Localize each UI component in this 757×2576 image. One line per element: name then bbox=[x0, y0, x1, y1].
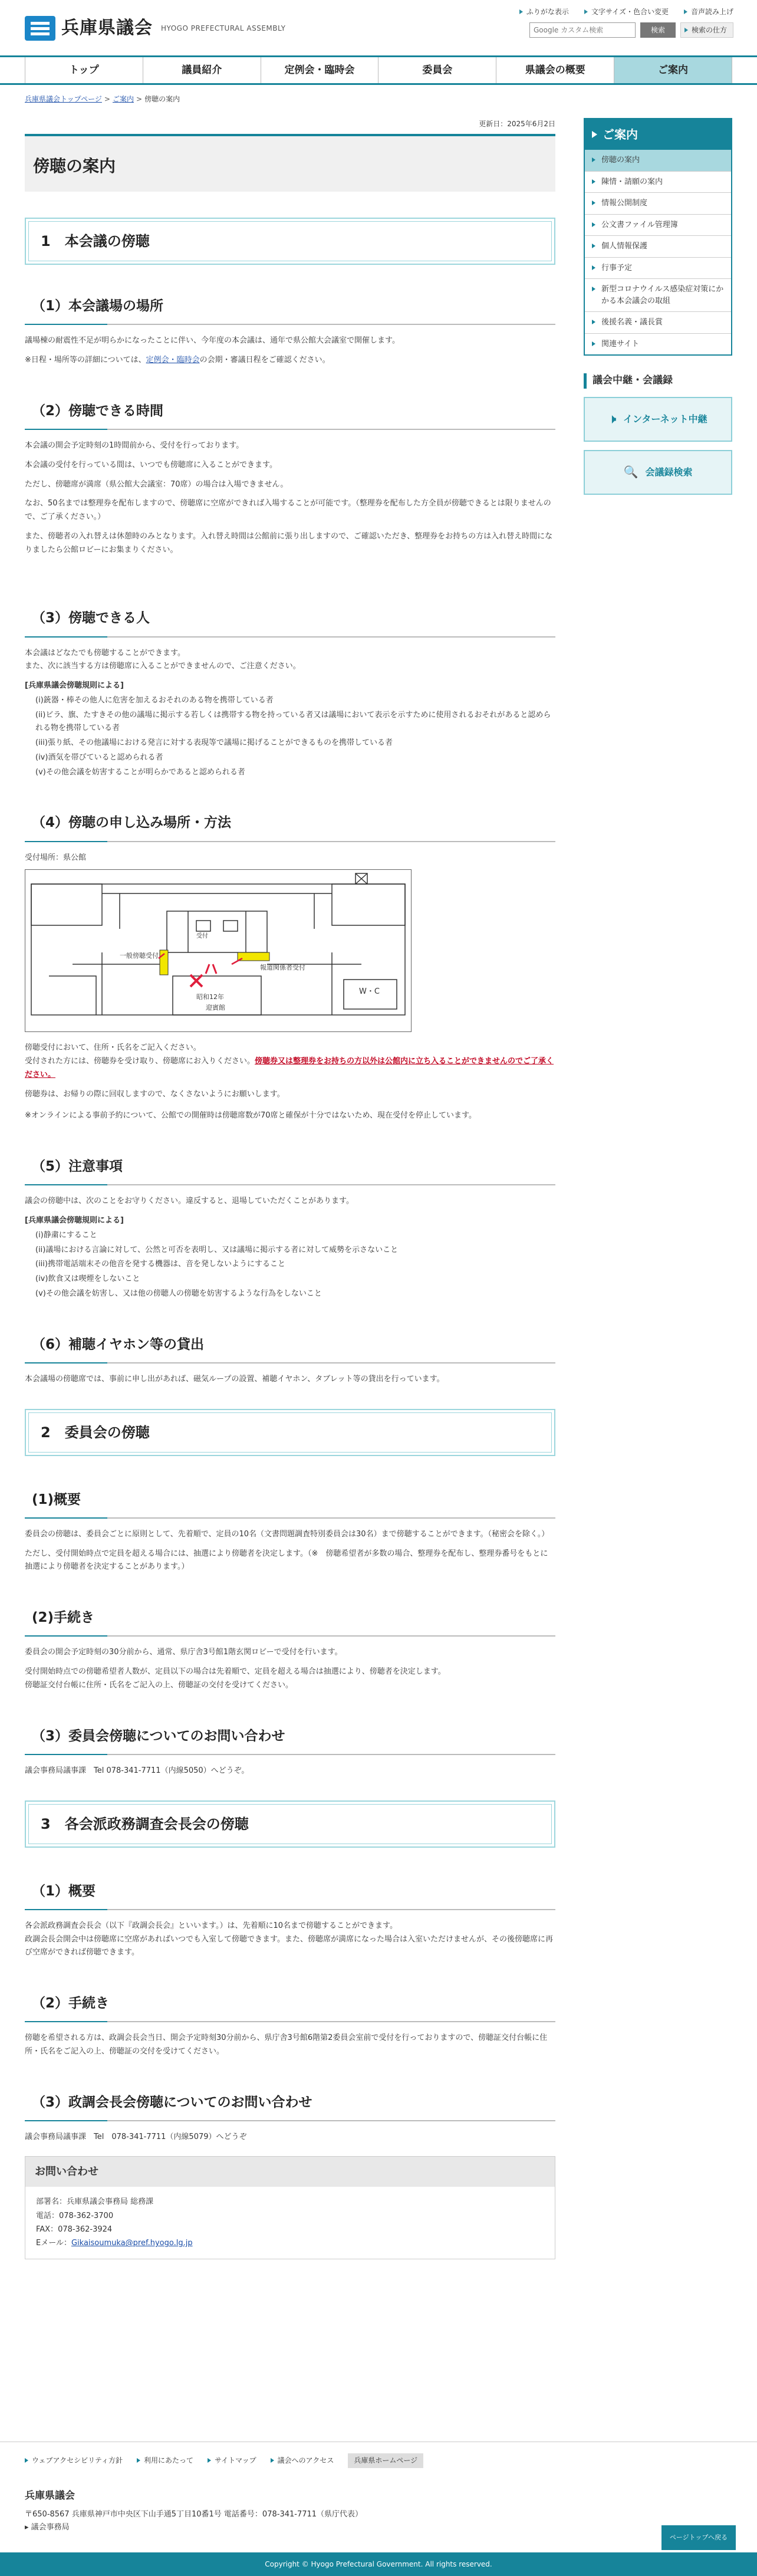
s3-contact-p1: 議会事務局議事課 Tel 078-341-7711（内線5079）へどうぞ bbox=[25, 2133, 247, 2141]
nav-sessions[interactable]: 定例会・臨時会 bbox=[261, 57, 378, 83]
sidebar-title: ご案内 bbox=[585, 119, 731, 150]
footer-address: 〒650-8567 兵庫県神戸市中央区下山手通5丁目10番1号 電話番号：078-341-7711（県庁代表） bbox=[25, 2509, 363, 2519]
s1-apply-p1: 傍聴受付において、住所・氏名をご記入ください。 bbox=[25, 1043, 201, 1053]
s1-apply-heading: （4）傍聴の申し込み場所・方法 bbox=[25, 811, 555, 842]
page-top-button[interactable]: ページトップへ戻る bbox=[661, 2525, 736, 2550]
page-title-box bbox=[25, 134, 555, 192]
s2-overview-p1: 委員会の傍聴は、委員会ごとに原則として、先着順で、定員の10名（文書問題調査特別委員会は30名）まで傍聴することができます。（秘密会を除く。） bbox=[25, 1529, 549, 1539]
nav-guide[interactable]: ご案内 bbox=[614, 57, 732, 83]
sidebar-item-privacy[interactable]: 個人情報保護 bbox=[585, 236, 731, 258]
search-document-icon: 🔍 bbox=[623, 465, 638, 479]
map-label-press-reception: 報道関係者受付 bbox=[260, 964, 305, 972]
s1-time-p1: 本会議の開会予定時刻の1時間前から、受付を行っております。 bbox=[25, 441, 244, 450]
list-item: (iii)携帯電話端末その他音を発する機器は、音を発しないようにすること bbox=[35, 1260, 285, 1269]
breadcrumb-home[interactable]: 兵庫県議会トップページ bbox=[25, 95, 102, 103]
list-item: (iv)飲食又は喫煙をしないこと bbox=[35, 1274, 140, 1283]
footer-links bbox=[25, 2453, 423, 2468]
list-item: (v)その他会議を妨害することが明らかであると認められる者 bbox=[35, 767, 245, 777]
broadcast-heading: 議会中継・会議録 bbox=[584, 373, 732, 389]
section-2-heading: 2 委員会の傍聴 bbox=[25, 1409, 555, 1456]
s1-place-heading: （1）本会議場の場所 bbox=[25, 294, 555, 325]
sidebar-item-covid[interactable]: 新型コロナウイルス感染症対策にかかる本会議会の取組 bbox=[585, 279, 731, 312]
list-item: (ii)ビラ、旗、たすきその他の議場に掲示する若しくは携帯する物を持っている者又は議場において表示を示すために使用されるおそれがあると認められる物を携帯している者 bbox=[35, 710, 551, 733]
sidebar-item-schedule[interactable]: 行事予定 bbox=[585, 258, 731, 280]
s1-apply-p3: 傍聴券は、お帰りの際に回収しますので、なくさないようにお願いします。 bbox=[25, 1089, 285, 1099]
list-item: (i)銃器・棒その他人に危害を加えるおそれのある物を携帯している者 bbox=[35, 695, 274, 705]
inquiry-email: Eメール：Gikaisoumuka@pref.hyogo.lg.jp bbox=[36, 2239, 193, 2248]
s1-earphone-heading: （6）補聴イヤホン等の貸出 bbox=[25, 1333, 555, 1363]
text-size-link[interactable]: 文字サイズ・色合い変更 bbox=[584, 6, 669, 18]
footer-link-terms[interactable]: 利用にあたって bbox=[137, 2455, 193, 2467]
s1-who-heading: （3）傍聴できる人 bbox=[25, 606, 555, 637]
s1-apply-p4: ※オンラインによる事前予約について、公館での開催時は傍聴席数が70席と確保が十分ではないため、現在受付を停止しています。 bbox=[25, 1111, 476, 1121]
inquiry-tel: 電話：078-362-3700 bbox=[36, 2211, 114, 2220]
global-nav bbox=[0, 55, 757, 85]
footer-info bbox=[25, 2488, 363, 2534]
s1-time-p5: また、傍聴者の入れ替えは休憩時のみとなります。入れ替え時間は公館前に張り出しますので、ご確認いただき、整理券をお持ちの方は入れ替え時間になりましたら公館ロビーにお集まりください。 bbox=[25, 531, 553, 554]
site-logo[interactable] bbox=[25, 13, 285, 44]
site-title: 兵庫県議会 bbox=[61, 18, 153, 38]
sidebar-item-sponsorship[interactable]: 後援名義・議長賞 bbox=[585, 312, 731, 334]
session-link[interactable]: 定例会・臨時会 bbox=[146, 356, 200, 364]
s2-contact-p1: 議会事務局議事課 Tel 078-341-7711（内線5050）へどうぞ。 bbox=[25, 1766, 249, 1775]
warning-text: 傍聴券又は整理券をお持ちの方以外は公館内に立ち入ることができませんのでご了承ください。 bbox=[25, 1057, 554, 1079]
s3-contact-heading: （3）政調会長会傍聴についてのお問い合わせ bbox=[25, 2091, 555, 2121]
s3-proc-heading: （2）手続き bbox=[25, 1992, 555, 2022]
s2-proc-heading: (2)手続き bbox=[25, 1606, 555, 1637]
s1-who-rule-title: [兵庫県議会傍聴規則による] bbox=[25, 681, 124, 690]
s3-proc-p1: 傍聴を希望される方は、政調会長会当日、開会予定時刻30分前から、県庁舎3号館6階第2委員会室前で受付を行っておりますので、傍聴証交付台帳に住所・氏名をご記入の上、傍聴証の交付を受けてください。 bbox=[25, 2033, 548, 2056]
inquiry-box bbox=[25, 2156, 555, 2259]
footer-office-link[interactable]: ▸ 議会事務局 bbox=[25, 2522, 70, 2532]
s1-notes-rule-title: [兵庫県議会傍聴規則による] bbox=[25, 1216, 124, 1225]
logo-mark-icon bbox=[25, 16, 55, 41]
updated-date: 更新日：2025年6月2日 bbox=[479, 120, 555, 128]
s2-proc-p2: 受付開始時点での傍聴希望者人数が、定員以下の場合は先着順で、定員を超える場合は抽選により、傍聴者を決定します。 bbox=[25, 1667, 446, 1676]
email-link[interactable]: Gikaisoumuka@pref.hyogo.lg.jp bbox=[71, 2239, 193, 2248]
breadcrumb-guide[interactable]: ご案内 bbox=[112, 95, 134, 103]
s1-who-p2: また、次に該当する方は傍聴席に入ることができませんので、ご注意ください。 bbox=[25, 662, 301, 671]
sidebar-item-records[interactable]: 公文書ファイル管理簿 bbox=[585, 215, 731, 236]
s2-overview-heading: (1)概要 bbox=[25, 1488, 555, 1519]
main-content bbox=[25, 118, 555, 2259]
map-label-guesthouse: 迎賓館 bbox=[206, 1004, 225, 1012]
s1-notes-p1: 議会の傍聴中は、次のことをお守りください。違反すると、退場していただくことがあります。 bbox=[25, 1197, 354, 1206]
inquiry-dept: 部署名：兵庫県議会事務局 総務課 bbox=[36, 2197, 154, 2207]
sidebar-menu bbox=[584, 118, 732, 356]
nav-members[interactable]: 議員紹介 bbox=[143, 57, 261, 83]
live-stream-button[interactable]: 🕨 インターネット中継 bbox=[584, 397, 732, 442]
s2-contact-heading: （3）委員会傍聴についてのお問い合わせ bbox=[25, 1724, 555, 1755]
breadcrumb-current: 傍聴の案内 bbox=[144, 95, 180, 103]
nav-committees[interactable]: 委員会 bbox=[378, 57, 496, 83]
sidebar-item-disclosure[interactable]: 情報公開制度 bbox=[585, 193, 731, 215]
s1-place-text: 議場棟の耐震性不足が明らかになったことに伴い、今年度の本会議は、通年で県公館大会議室で開催します。 bbox=[25, 336, 400, 346]
footer-link-accessibility[interactable]: ウェブアクセシビリティ方針 bbox=[25, 2455, 123, 2467]
s2-proc-p1: 委員会の開会予定時刻の30分前から、通常、県庁舎3号館1階玄関ロビーで受付を行います。 bbox=[25, 1648, 343, 1657]
s2-proc-p3: 傍聴証交付台帳に住所・氏名をご記入の上、傍聴証の交付を受けてください。 bbox=[25, 1680, 294, 1690]
sidebar bbox=[584, 118, 732, 495]
s1-time-p2: 本会議の受付を行っている間は、いつでも傍聴席に入ることができます。 bbox=[25, 460, 277, 469]
footer-link-sitemap[interactable]: サイトマップ bbox=[208, 2455, 256, 2467]
list-item: (iv)酒気を帯びていると認められる者 bbox=[35, 753, 163, 762]
copyright: Copyright © Hyogo Prefectural Government. All rights reserved. bbox=[0, 2552, 757, 2576]
s3-overview-p2: 政調会長会開会中は傍聴席に空席があればいつでも入室して傍聴できます。また、傍聴席が満席になった場合は入室いただけませんが、その後傍聴席に再び空席ができれば傍聴できます。 bbox=[25, 1934, 553, 1957]
breadcrumb: 兵庫県議会トップページ > ご案内 > 傍聴の案内 bbox=[25, 95, 180, 103]
s2-overview-p2: ただし、受付開始時点で定員を超える場合には、抽選により傍聴者を決定します。（※ 傍聴希望者が多数の場合、整理券を配布し、整理券番号をもとに抽選により傍聴者を決定することがあります。） bbox=[25, 1549, 548, 1572]
site-search bbox=[529, 22, 733, 38]
s1-time-p3: ただし、傍聴席が満席（県公館大会議室：70席）の場合は入場できません。 bbox=[25, 479, 288, 489]
section-3-heading: 3 各会派政務調査会長会の傍聴 bbox=[25, 1800, 555, 1848]
s1-time-p4: なお、50名までは整理券を配布しますので、傍聴席に空席ができれば入場することが可能です。（整理券を配布した方全員が傍聴できるとは限りませんので、ご了承ください。） bbox=[25, 499, 551, 521]
map-label-reception: 受付 bbox=[196, 933, 208, 940]
list-item: (v)その他会議を妨害し、又は他の傍聴人の傍聴を妨害するような行為をしないこと bbox=[35, 1289, 322, 1298]
s1-apply-p2: 受付された方には、傍聴券を受け取り、傍聴席にお入りください。傍聴券又は整理券をお持ちの方以外は公館内に立ち入ることができませんのでご了承ください。 bbox=[25, 1057, 554, 1079]
s1-who-p1: 本会議はどなたでも傍聴することができます。 bbox=[25, 648, 185, 658]
s1-apply-place: 受付場所：県公館 bbox=[25, 853, 87, 862]
map-label-general-reception: 一般傍聴受付 bbox=[120, 952, 159, 960]
sidebar-item-related[interactable]: 関連サイト bbox=[585, 334, 731, 355]
footer-link-access[interactable]: 議会へのアクセス bbox=[271, 2455, 334, 2467]
furigana-link[interactable]: ふりがな表示 bbox=[519, 6, 569, 18]
list-item: (ii)議場における言論に対して、公然と可否を表明し、又は議場に掲示する者に対して威勢を示さないこと bbox=[35, 1245, 399, 1254]
inquiry-fax: FAX：078-362-3924 bbox=[36, 2225, 113, 2235]
s1-notes-heading: （5）注意事項 bbox=[25, 1155, 555, 1185]
site-subtitle: HYOGO PREFECTURAL ASSEMBLY bbox=[161, 24, 286, 32]
map-label-wc: W・C bbox=[359, 987, 380, 997]
broadcast-icon: 🕨 bbox=[608, 412, 617, 426]
s3-overview-heading: （1）概要 bbox=[25, 1880, 555, 1910]
search-input[interactable] bbox=[529, 22, 636, 38]
list-item: (iii)張り紙、その他議場における発言に対する表現等で議場に掲げることができるものを携帯している者 bbox=[35, 738, 393, 747]
list-item: (i)静粛にすること bbox=[35, 1230, 97, 1240]
nav-overview[interactable]: 県議会の概要 bbox=[496, 57, 614, 83]
utility-links bbox=[519, 6, 733, 18]
read-aloud-link[interactable]: 音声読み上げ bbox=[684, 6, 733, 18]
sidebar-item-hearing[interactable]: 傍聴の案内 bbox=[585, 150, 731, 172]
footer-pref-link[interactable]: 兵庫県ホームページ bbox=[348, 2453, 423, 2468]
s1-time-heading: （2）傍聴できる時間 bbox=[25, 399, 555, 430]
inquiry-heading: お問い合わせ bbox=[25, 2157, 555, 2187]
search-help-button[interactable]: 検索の仕方 bbox=[680, 22, 733, 38]
map-label-showa: 昭和12年 bbox=[196, 993, 224, 1001]
site-header bbox=[0, 0, 757, 55]
footer-org-name: 兵庫県議会 bbox=[25, 2490, 75, 2502]
section-1-heading: 1 本会議の傍聴 bbox=[25, 218, 555, 265]
floor-map bbox=[25, 869, 412, 1032]
minutes-search-button[interactable]: 🔍 会議録検索 bbox=[584, 450, 732, 495]
page-title: 傍聴の案内 bbox=[33, 156, 116, 176]
s1-place-note: ※日程・場所等の詳細については、定例会・臨時会の会期・審議日程をご確認ください。 bbox=[25, 356, 330, 364]
s1-earphone-p1: 本会議場の傍聴席では、事前に申し出があれば、磁気ループの設置、補聴イヤホン、タブレット等の貸出を行っています。 bbox=[25, 1374, 445, 1384]
nav-top[interactable]: トップ bbox=[25, 57, 143, 83]
sidebar-item-petition[interactable]: 陳情・請願の案内 bbox=[585, 172, 731, 193]
search-button[interactable]: 検索 bbox=[640, 22, 676, 38]
s3-overview-p1: 各会派政務調査会長会（以下『政調会長会』といいます。）は、先着順に10名まで傍聴することができます。 bbox=[25, 1921, 397, 1930]
